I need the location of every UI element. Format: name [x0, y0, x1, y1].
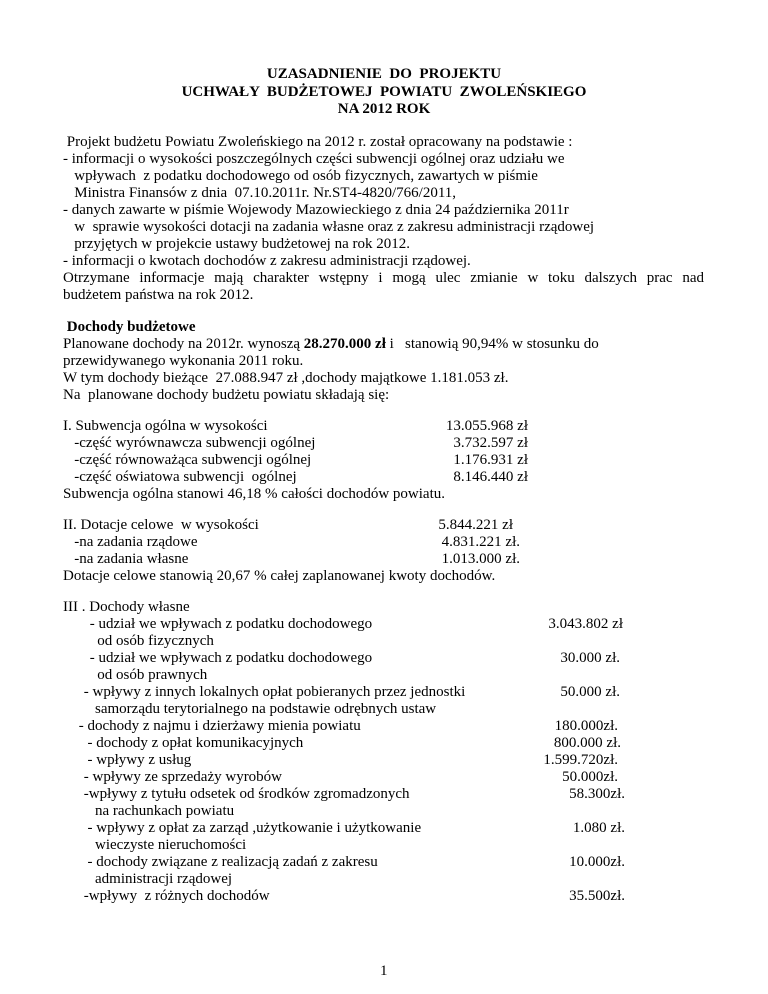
page-number: 1 — [380, 963, 388, 979]
document-title-line-3: NA 2012 ROK — [337, 101, 431, 117]
document-title-line-2: UCHWAŁY BUDŻETOWEJ POWIATU ZWOLEŃSKIEGO — [181, 84, 587, 100]
own-income-amount: 1.599.720zł. — [543, 752, 618, 768]
own-income-line: - dochody z najmu i dzierżawy mienia powiatu — [75, 718, 361, 734]
income-line: przewidywanego wykonania 2011 roku. — [63, 353, 304, 369]
intro-line: - informacji o wysokości poszczególnych części subwencji ogólnej oraz udziału we — [63, 151, 565, 167]
own-income-line: administracji rządowej — [80, 871, 233, 887]
intro-line: Ministra Finansów z dnia 07.10.2011r. Nr.ST4-4820/766/2011, — [63, 185, 457, 201]
own-income-amount: 180.000zł. — [554, 718, 618, 734]
own-income-amount: 30.000 zł. — [560, 650, 620, 666]
grant-label: II. Dotacje celowe w wysokości — [63, 517, 259, 533]
own-income-amount: 50.000 zł. — [560, 684, 620, 700]
own-income-line: - wpływy z opłat za zarząd ,użytkowanie i użytkowanie — [80, 820, 422, 836]
intro-line: Otrzymane informacje mają charakter wstępny i mogą ulec zmianie w toku dalszych prac nad — [63, 270, 704, 286]
own-income-line: - wpływy ze sprzedaży wyrobów — [80, 769, 283, 785]
own-income-line: od osób prawnych — [86, 667, 208, 683]
grant-label: -na zadania rządowe — [63, 534, 198, 550]
intro-line: w sprawie wysokości dotacji na zadania własne oraz z zakresu administracji rządowej — [63, 219, 595, 235]
subsidy-amount: 13.055.968 zł — [445, 418, 528, 434]
own-income-line: - wpływy z innych lokalnych opłat pobieranych przez jednostki — [80, 684, 466, 700]
own-income-line: samorządu terytorialnego na podstawie odrębnych ustaw — [80, 701, 437, 717]
document-title-line-1: UZASADNIENIE DO PROJEKTU — [266, 66, 502, 82]
own-income-line: - dochody związane z realizacją zadań z zakresu — [80, 854, 378, 870]
intro-line: budżetem państwa na rok 2012. — [63, 287, 254, 303]
own-income-line: - udział we wpływach z podatku dochodowego — [86, 616, 373, 632]
grant-label: -na zadania własne — [63, 551, 189, 567]
grant-amount: 1.013.000 zł. — [441, 551, 520, 567]
income-line-1 — [63, 336, 599, 353]
own-income-line: od osób fizycznych — [86, 633, 214, 649]
subsidy-label: I. Subwencja ogólna w wysokości — [63, 418, 268, 434]
own-income-amount: 50.000zł. — [562, 769, 618, 785]
own-income-amount: 58.300zł. — [569, 786, 625, 802]
own-income-heading: III . Dochody własne — [63, 599, 190, 615]
income-line: W tym dochody bieżące 27.088.947 zł ,dochody majątkowe 1.181.053 zł. — [63, 370, 509, 386]
grant-summary: Dotacje celowe stanowią 20,67 % całej zaplanowanej kwoty dochodów. — [63, 568, 496, 584]
grant-amount: 5.844.221 zł — [438, 517, 513, 533]
own-income-line: - udział we wpływach z podatku dochodowego — [86, 650, 373, 666]
income-line-1-text-a: Planowane dochody na 2012r. wynoszą — [63, 336, 304, 352]
own-income-line: - dochody z opłat komunikacyjnych — [80, 735, 304, 751]
income-total-amount: 28.270.000 zł — [303, 336, 386, 352]
own-income-amount: 1.080 zł. — [572, 820, 625, 836]
intro-line: - informacji o kwotach dochodów z zakresu administracji rządowej. — [63, 253, 471, 269]
intro-line: Projekt budżetu Powiatu Zwoleńskiego na 2012 r. został opracowany na podstawie : — [63, 134, 573, 150]
subsidy-amount: 1.176.931 zł — [453, 452, 528, 468]
subsidy-summary: Subwencja ogólna stanowi 46,18 % całości dochodów powiatu. — [63, 486, 446, 502]
income-line: Na planowane dochody budżetu powiatu składają się: — [63, 387, 390, 403]
income-line-1-text-b: i stanowią 90,94% w stosunku do — [385, 336, 599, 352]
own-income-line: wieczyste nieruchomości — [80, 837, 247, 853]
subsidy-label: -część wyrównawcza subwencji ogólnej — [63, 435, 316, 451]
own-income-line: -wpływy z różnych dochodów — [80, 888, 270, 904]
subsidy-amount: 8.146.440 zł — [453, 469, 528, 485]
own-income-amount: 3.043.802 zł — [548, 616, 623, 632]
income-heading: Dochody budżetowe — [63, 319, 196, 335]
subsidy-label: -część równoważąca subwencji ogólnej — [63, 452, 312, 468]
own-income-amount: 10.000zł. — [569, 854, 625, 870]
intro-line: - danych zawarte w piśmie Wojewody Mazowieckiego z dnia 24 października 2011r — [63, 202, 569, 218]
intro-line: przyjętych w projekcie ustawy budżetowej na rok 2012. — [63, 236, 410, 252]
subsidy-label: -część oświatowa subwencji ogólnej — [63, 469, 297, 485]
subsidy-amount: 3.732.597 zł — [453, 435, 528, 451]
own-income-line: na rachunkach powiatu — [80, 803, 235, 819]
own-income-line: - wpływy z usług — [80, 752, 192, 768]
own-income-amount: 35.500zł. — [569, 888, 625, 904]
grant-amount: 4.831.221 zł. — [441, 534, 520, 550]
own-income-amount: 800.000 zł. — [553, 735, 621, 751]
own-income-line: -wpływy z tytułu odsetek od środków zgromadzonych — [80, 786, 410, 802]
intro-line: wpływach z podatku dochodowego od osób fizycznych, zawartych w piśmie — [63, 168, 538, 184]
